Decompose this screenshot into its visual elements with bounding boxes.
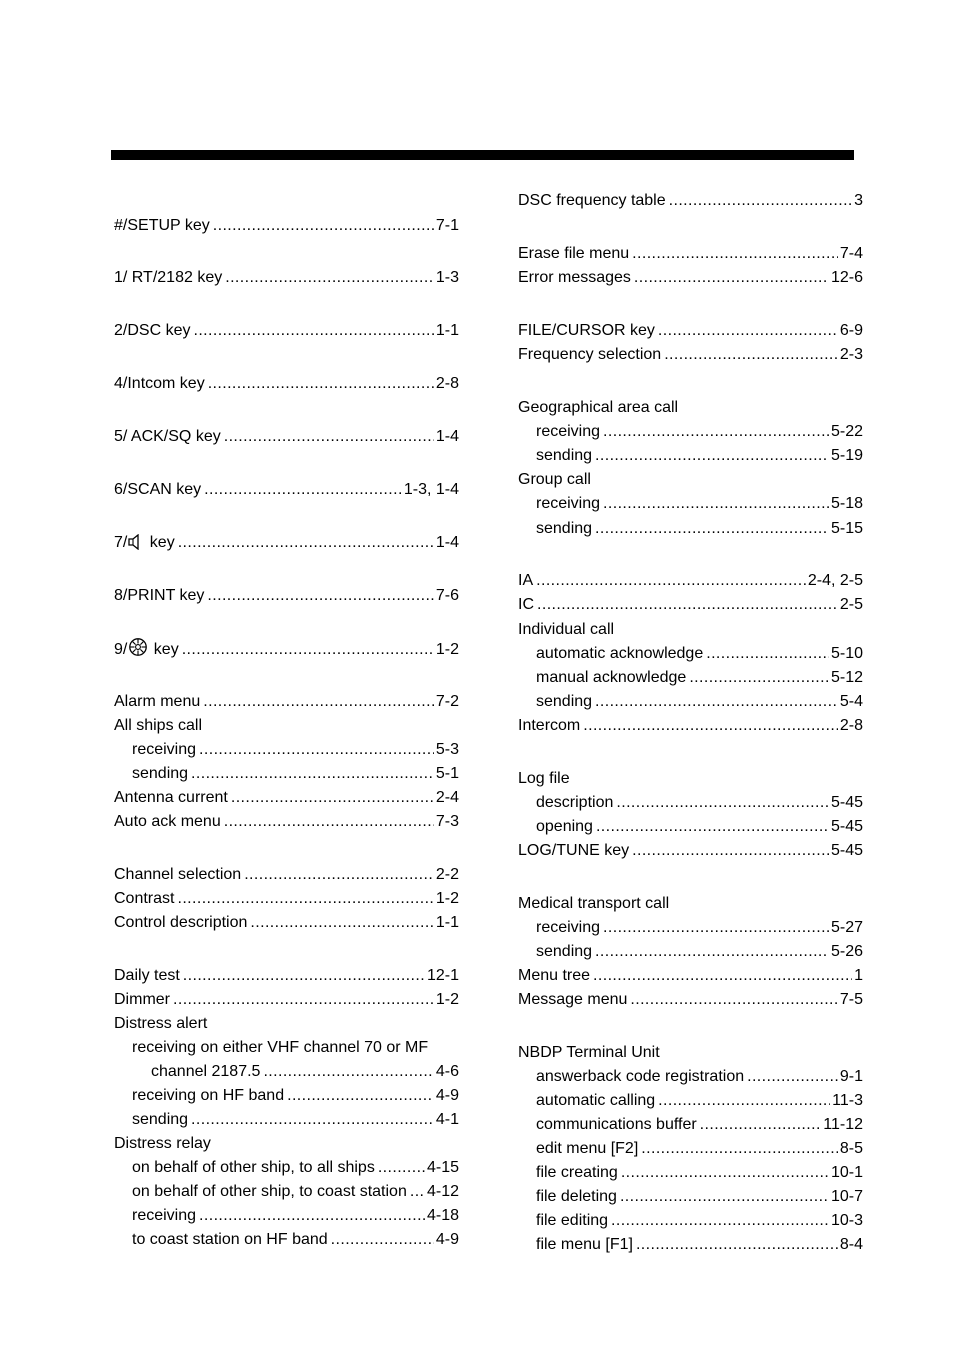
entry-term: sending [536, 943, 593, 960]
entry-page: 5-22 [830, 423, 863, 440]
dot-leader [203, 690, 434, 714]
entry-page: 5-4 [839, 693, 863, 710]
index-entry [114, 425, 459, 449]
entry-page: 5-18 [830, 495, 863, 512]
dot-leader [632, 242, 838, 266]
dot-leader [583, 714, 838, 738]
dot-leader [658, 319, 838, 343]
entry-term: Daily test [114, 967, 180, 984]
index-entry [114, 372, 459, 396]
entry-term: Alarm menu [114, 693, 201, 710]
entry-term: 1/ RT/2182 key [114, 269, 223, 286]
index-subentry [536, 1113, 863, 1137]
entry-term: on behalf of other ship, to coast station [132, 1183, 407, 1200]
dot-leader [747, 1065, 838, 1089]
entry-page: 2-3 [839, 346, 863, 363]
dot-leader [689, 666, 829, 690]
index-heading: NBDP Terminal Unit [518, 1044, 660, 1061]
dot-leader [208, 372, 434, 396]
index-heading: Individual call [518, 621, 615, 638]
index-entry [518, 189, 863, 213]
dot-leader [593, 964, 852, 988]
entry-term: IC [518, 596, 534, 613]
index-entry [114, 214, 459, 238]
entry-page: 1-4 [435, 428, 459, 445]
dot-leader [595, 517, 829, 541]
entry-page: 10-3 [830, 1212, 863, 1229]
index-subentry [536, 916, 863, 940]
index-subentry [536, 940, 863, 964]
entry-page: 10-7 [830, 1188, 863, 1205]
entry-term: LOG/TUNE key [518, 842, 630, 859]
dot-leader [224, 425, 434, 449]
index-entry [518, 714, 863, 738]
entry-page: 7-4 [839, 245, 863, 262]
index-subentry [536, 517, 863, 541]
dot-leader [603, 420, 829, 444]
dot-leader [225, 266, 434, 290]
entry-term: automatic acknowledge [536, 645, 704, 662]
entry-term: manual acknowledge [536, 669, 687, 686]
index-subentry [536, 666, 863, 690]
entry-page: 5-1 [435, 765, 459, 782]
index-entry [114, 863, 459, 887]
entry-term: sending [536, 520, 593, 537]
entry-page: 8-4 [839, 1236, 863, 1253]
dot-leader [603, 916, 829, 940]
entry-term: channel 2187.5 [151, 1063, 261, 1080]
entry-term: FILE/CURSOR key [518, 322, 655, 339]
dot-leader [331, 1228, 434, 1252]
index-subentry [536, 1209, 863, 1233]
entry-page: 2-4, 2-5 [807, 572, 863, 589]
entry-page: 2-8 [839, 717, 863, 734]
entry-page: 1-1 [435, 322, 459, 339]
entry-term: 7/ key [114, 531, 178, 558]
entry-page: 4-9 [435, 1231, 459, 1248]
index-entry [518, 593, 863, 617]
dot-leader [595, 940, 829, 964]
entry-page: 11-12 [823, 1116, 863, 1133]
entry-term: Dimmer [114, 991, 170, 1008]
entry-term: sending [132, 765, 189, 782]
entry-page: 7-2 [435, 693, 459, 710]
dot-leader [700, 1113, 822, 1137]
entry-term: Contrast [114, 890, 175, 907]
index-entry [114, 911, 459, 935]
entry-page: 4-18 [426, 1207, 459, 1224]
index-entry [518, 839, 863, 863]
entry-page: 5-45 [830, 794, 863, 811]
entry-page: 5-19 [830, 447, 863, 464]
index-heading: Distress alert [114, 1015, 208, 1032]
entry-term: Error messages [518, 269, 631, 286]
dot-leader [630, 988, 837, 1012]
dot-leader [603, 492, 829, 516]
index-subentry [536, 420, 863, 444]
index-entry [518, 569, 863, 593]
entry-page: 1-1 [435, 914, 459, 931]
dimmer-icon [128, 637, 148, 665]
entry-term: opening [536, 818, 593, 835]
entry-term: Auto ack menu [114, 813, 221, 830]
entry-page: 1-2 [435, 641, 459, 658]
dot-leader [621, 1161, 829, 1185]
index-subentry [132, 1180, 459, 1204]
dot-leader [620, 1185, 829, 1209]
entry-term: sending [536, 447, 593, 464]
entry-page: 3 [854, 192, 863, 209]
index-subentry [536, 1185, 863, 1209]
index-entry [518, 319, 863, 343]
entry-term: Menu tree [518, 967, 591, 984]
index-subentry [132, 1228, 459, 1252]
entry-page: 5-27 [830, 919, 863, 936]
entry-page: 9-1 [839, 1068, 863, 1085]
entry-term: answerback code registration [536, 1068, 745, 1085]
entry-term: file editing [536, 1212, 609, 1229]
dot-leader [177, 887, 433, 911]
entry-term: file creating [536, 1164, 618, 1181]
dot-leader [410, 1180, 425, 1204]
index-entry [518, 242, 863, 266]
index-heading: Distress relay [114, 1135, 211, 1152]
entry-page: 5-45 [830, 842, 863, 859]
speaker-icon [128, 534, 144, 558]
entry-term: receiving [536, 495, 601, 512]
entry-term: file menu [F1] [536, 1236, 633, 1253]
entry-term: 9/ key [114, 637, 182, 665]
index-subentry [536, 444, 863, 468]
entry-term: 8/PRINT key [114, 587, 205, 604]
dot-leader [191, 1108, 434, 1132]
index-subentry [132, 1084, 459, 1108]
entry-term: sending [536, 693, 593, 710]
index-entry [114, 690, 459, 714]
entry-term: receiving [132, 1207, 197, 1224]
entry-term: 5/ ACK/SQ key [114, 428, 221, 445]
entry-page: 2-5 [839, 596, 863, 613]
entry-term: Control description [114, 914, 248, 931]
index-entry [518, 964, 863, 988]
index-subentry [536, 492, 863, 516]
entry-term: Frequency selection [518, 346, 662, 363]
index-subentry [151, 1060, 459, 1084]
entry-page: 1 [854, 967, 863, 984]
entry-term: IA [518, 572, 534, 589]
index-subentry [536, 1065, 863, 1089]
entry-page: 7-5 [839, 991, 863, 1008]
entry-page: 7-6 [435, 587, 459, 604]
dot-leader [199, 738, 434, 762]
entry-term: receiving [132, 741, 197, 758]
entry-page: 1-2 [435, 890, 459, 907]
entry-page: 1-4 [435, 534, 459, 551]
dot-leader [204, 478, 402, 502]
dot-leader [213, 214, 434, 238]
entry-page: 6-9 [839, 322, 863, 339]
entry-page: 11-3 [832, 1092, 863, 1109]
index-entry [114, 478, 459, 502]
header-rule [111, 150, 854, 160]
index-entry [114, 319, 459, 343]
index-subentry [132, 1108, 459, 1132]
dot-leader [193, 319, 433, 343]
entry-term: 4/Intcom key [114, 375, 205, 392]
dot-leader [178, 531, 434, 555]
entry-page: 5-15 [830, 520, 863, 537]
dot-leader [182, 638, 434, 662]
index-subentry [536, 690, 863, 714]
entry-term: automatic calling [536, 1092, 656, 1109]
entry-term: communications buffer [536, 1116, 697, 1133]
entry-page: 2-8 [435, 375, 459, 392]
entry-page: 4-15 [426, 1159, 459, 1176]
entry-page: 12-1 [426, 967, 459, 984]
entry-term: Antenna current [114, 789, 228, 806]
dot-leader [183, 964, 425, 988]
entry-term: DSC frequency table [518, 192, 666, 209]
entry-term: 2/DSC key [114, 322, 191, 339]
entry-page: 4-1 [435, 1111, 459, 1128]
index-entry [518, 266, 863, 290]
dot-leader [595, 444, 829, 468]
index-entry [114, 887, 459, 911]
entry-page: 10-1 [830, 1164, 863, 1181]
index-entry [114, 637, 459, 661]
entry-page: 4-12 [426, 1183, 459, 1200]
dot-leader [536, 569, 806, 593]
index-heading: Geographical area call [518, 399, 679, 416]
entry-term: #/SETUP key [114, 217, 210, 234]
dot-leader [596, 815, 829, 839]
dot-leader [664, 343, 838, 367]
index-entry [114, 964, 459, 988]
index-heading: Group call [518, 471, 591, 488]
entry-term: file deleting [536, 1188, 617, 1205]
entry-page: 5-45 [830, 818, 863, 835]
dot-leader [224, 810, 434, 834]
entry-term: on behalf of other ship, to all ships [132, 1159, 375, 1176]
index-subentry [536, 791, 863, 815]
index-subentry [132, 1156, 459, 1180]
entry-page: 1-2 [435, 991, 459, 1008]
entry-term: receiving [536, 423, 601, 440]
entry-page: 7-1 [435, 217, 459, 234]
entry-page: 1-3, 1-4 [403, 481, 459, 498]
index-heading: Medical transport call [518, 895, 670, 912]
index-entry [114, 266, 459, 290]
dot-leader [207, 584, 433, 608]
index-heading: Log file [518, 770, 570, 787]
entry-term: Intercom [518, 717, 581, 734]
entry-page: 4-6 [435, 1063, 459, 1080]
dot-leader [658, 1089, 830, 1113]
dot-leader [669, 189, 852, 213]
entry-page: 7-3 [435, 813, 459, 830]
entry-term: sending [132, 1111, 189, 1128]
entry-page: 5-12 [830, 669, 863, 686]
entry-page: 5-3 [435, 741, 459, 758]
entry-page: 12-6 [830, 269, 863, 286]
index-entry [518, 343, 863, 367]
dot-leader [706, 642, 829, 666]
dot-leader [634, 266, 829, 290]
entry-term: receiving [536, 919, 601, 936]
index-subheading: receiving on either VHF channel 70 or MF [132, 1039, 429, 1056]
index-subentry [536, 1089, 863, 1113]
index-entry [114, 810, 459, 834]
entry-page: 1-3 [435, 269, 459, 286]
index-subentry [536, 1233, 863, 1257]
index-subentry [132, 738, 459, 762]
dot-leader [378, 1156, 425, 1180]
index-subentry [132, 762, 459, 786]
dot-leader [595, 690, 838, 714]
index-entry [114, 531, 459, 555]
index-subentry [536, 642, 863, 666]
index-subentry [536, 815, 863, 839]
dot-leader [231, 786, 434, 810]
entry-page: 8-5 [839, 1140, 863, 1157]
index-subentry [132, 1204, 459, 1228]
index-heading: All ships call [114, 717, 203, 734]
dot-leader [537, 593, 838, 617]
entry-page: 2-4 [435, 789, 459, 806]
entry-term: edit menu [F2] [536, 1140, 639, 1157]
entry-term: Erase file menu [518, 245, 630, 262]
dot-leader [263, 1060, 433, 1084]
dot-leader [636, 1233, 838, 1257]
dot-leader [191, 762, 434, 786]
index-entry [518, 988, 863, 1012]
entry-term: Message menu [518, 991, 628, 1008]
dot-leader [199, 1204, 425, 1228]
entry-page: 5-10 [830, 645, 863, 662]
entry-page: 5-26 [830, 943, 863, 960]
dot-leader [611, 1209, 829, 1233]
entry-term: to coast station on HF band [132, 1231, 328, 1248]
index-subentry [536, 1137, 863, 1161]
index-entry [114, 584, 459, 608]
index-entry [114, 988, 459, 1012]
dot-leader [244, 863, 434, 887]
index-subentry [536, 1161, 863, 1185]
entry-page: 4-9 [435, 1087, 459, 1104]
entry-page: 2-2 [435, 866, 459, 883]
dot-leader [287, 1084, 434, 1108]
entry-term: receiving on HF band [132, 1087, 285, 1104]
dot-leader [173, 988, 434, 1012]
dot-leader [616, 791, 829, 815]
dot-leader [250, 911, 433, 935]
dot-leader [641, 1137, 838, 1161]
dot-leader [632, 839, 829, 863]
entry-term: description [536, 794, 614, 811]
entry-term: Channel selection [114, 866, 242, 883]
index-entry [114, 786, 459, 810]
entry-term: 6/SCAN key [114, 481, 202, 498]
